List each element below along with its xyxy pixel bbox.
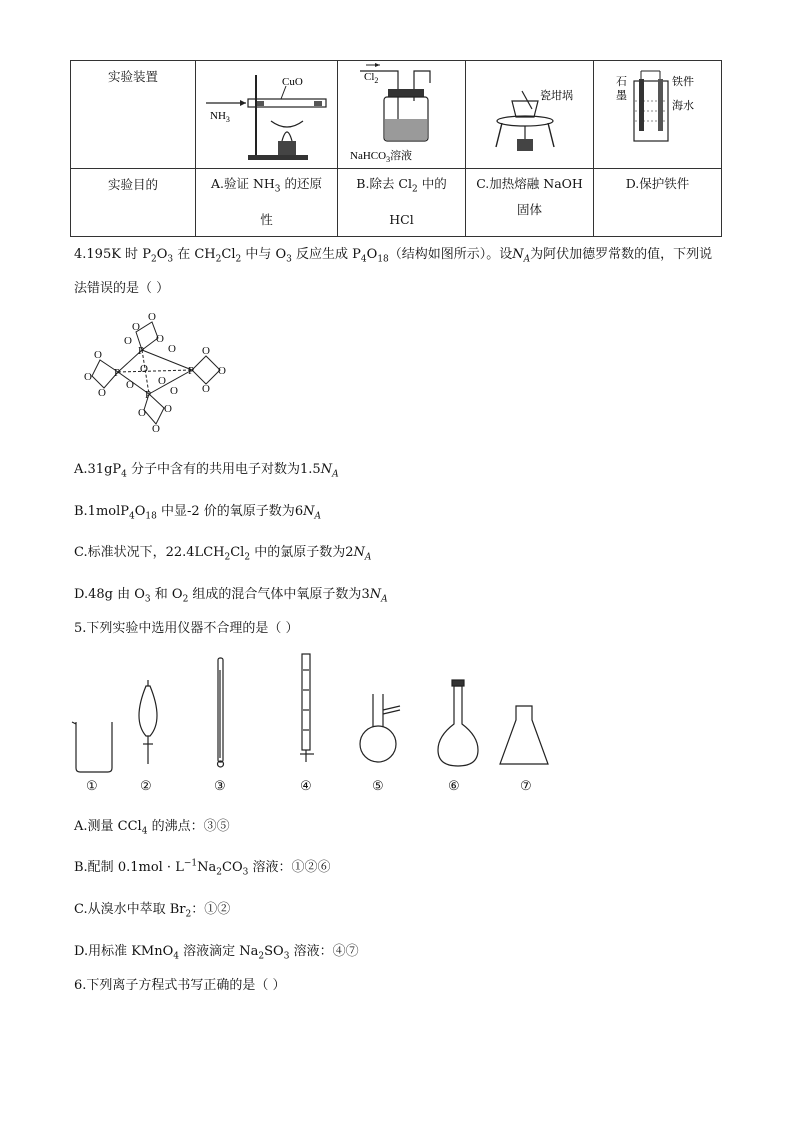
atom-o: O [84,371,92,383]
volumetric-flask-icon [438,686,478,766]
q4-stem-line2: 法错误的是（ ） [74,281,170,296]
atom-o: O [202,345,210,357]
atom-p-top: P [138,345,145,357]
atom-o: O [158,375,166,387]
label-nh3: $NH_3$ [210,110,230,124]
purpose-c: C.加热熔融 NaOH 固体 [466,169,594,237]
atom-o: O [94,349,102,361]
apparatus-c [466,61,594,169]
label-graphite-2: 墨 [616,90,627,102]
label-cuo: CuO [282,76,303,88]
table-header-purpose: 实验目的 [71,169,196,237]
table-header-apparatus: 实验装置 [71,61,196,169]
apparatus-b [338,61,466,169]
apparatus-d [594,61,722,169]
apparatus-c-figure [466,61,593,165]
label-graphite-1: 石 [616,76,627,88]
atom-o: O [152,423,160,435]
apparatus-b-figure [338,61,465,165]
instruments-figure [68,650,558,778]
purpose-d: D.保护铁件 [594,169,722,237]
atom-o: O [156,333,164,345]
q5-option-b: B.配制 $0.1mol \cdot L^{-1}Na_2CO_3$ 溶液：①②⑥ [74,858,331,878]
instrument-label-5: ⑤ [372,779,384,794]
q5-option-a: A.测量 CCl$_4$ 的沸点：③⑤ [74,819,230,837]
separatory-funnel-icon [139,686,157,736]
label-seawater: 海水 [672,100,694,112]
conical-flask-icon [500,706,548,764]
instrument-label-4: ④ [300,779,312,794]
q4-option-d: D.48g 由 $O_3$ 和 $O_2$ 组成的混合气体中氧原子数为$3N_A$ [74,587,388,605]
q4-option-b: $B.1molP_4O_{18}$ 中显-2 价的氧原子数为$6N_A$ [74,504,321,522]
atom-o: O [140,363,148,375]
atom-o: O [124,335,132,347]
atom-o: O [164,403,172,415]
atom-o: O [126,379,134,391]
atom-o: O [218,365,226,377]
q4-option-c: C.标准状况下，$22.4LCH_2Cl_2$ 中的氯原子数为$2N_A$ [74,545,372,563]
atom-o: O [148,311,156,323]
q4-stem-line1: 4.195K 时 $P_2O_3$ 在 $CH_2Cl_2$ 中与 $O_3$ 反应生成 $P_4O_{18}$（结构如图所示）。设$N_A$为阿伏加德罗常数的值，下列说 [74,247,713,265]
atom-o: O [138,407,146,419]
purpose-a: A.验证 $NH_3$ 的还原 性 [196,169,338,237]
beaker-icon [76,722,112,772]
label-cl2: $Cl_2$ [364,71,379,85]
q4-option-a: $A.31gP_4$ 分子中含有的共用电子对数为$1.5N_A$ [74,462,339,480]
instrument-label-3: ③ [214,779,226,794]
apparatus-a [196,61,338,169]
atom-p-bottom: P [145,389,152,401]
instrument-label-7: ⑦ [520,779,532,794]
atom-p-left: P [114,367,121,379]
q6-stem: 6.下列离子方程式书写正确的是（ ） [74,978,286,993]
experiment-table [70,60,722,237]
q5-stem: 5.下列实验中选用仪器不合理的是（ ） [74,621,299,636]
atom-o: O [132,321,140,333]
label-iron-part: 铁件 [672,76,694,88]
instrument-label-2: ② [140,779,152,794]
label-nahco3: NaHCO$_3$溶液 [350,150,413,164]
instrument-label-6: ⑥ [448,779,460,794]
p4o18-structure-figure [74,308,230,436]
atom-o: O [170,385,178,397]
apparatus-a-figure [196,61,337,165]
instrument-label-1: ① [86,779,98,794]
q5-option-c: C.从溴水中萃取 $Br_2$：①② [74,902,231,920]
atom-o: O [98,387,106,399]
atom-p-right: P [188,365,195,377]
distillation-flask-icon [360,726,396,762]
apparatus-d-figure [594,61,721,165]
burette-icon [302,654,310,750]
q5-option-d: D.用标准 KMnO$_4$ 溶液滴定 $Na_2SO_3$ 溶液：④⑦ [74,944,359,962]
label-crucible: 瓷坩埚 [540,90,573,102]
atom-o: O [168,343,176,355]
purpose-b: B.除去 $Cl_2$ 中的 HCl [338,169,466,237]
atom-o: O [202,383,210,395]
